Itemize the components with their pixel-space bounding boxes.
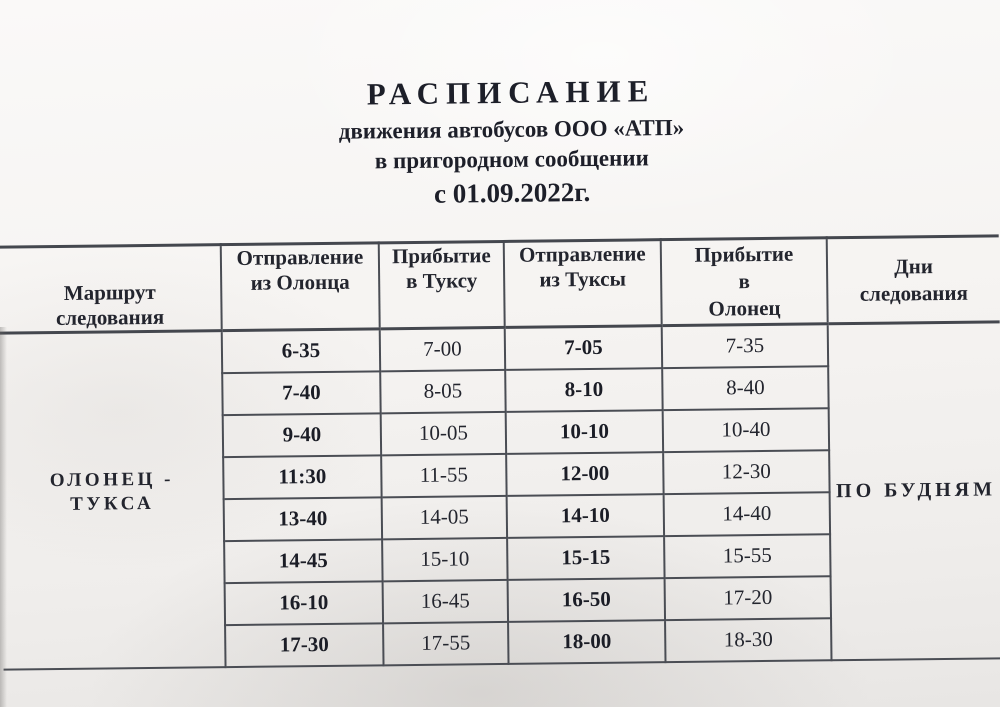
header-row [0, 236, 1000, 333]
time-cell: 14-40 [664, 492, 830, 536]
time-cell: 8-10 [505, 368, 662, 412]
time-cell: 14-45 [224, 539, 382, 583]
time-cell: 17-30 [225, 623, 383, 667]
time-cell: 8-05 [380, 369, 505, 412]
time-cell: 9-40 [223, 413, 381, 457]
schedule-table [0, 234, 1000, 670]
time-cell: 7-05 [505, 326, 662, 370]
time-cell: 10-40 [663, 408, 829, 452]
time-cell: 12-00 [506, 452, 663, 496]
schedule-subtitle-company: движения автобусов ООО «АТП» [338, 114, 685, 144]
time-cell: 7-35 [662, 324, 828, 368]
time-cell: 15-10 [382, 537, 507, 580]
time-cell: 6-35 [222, 329, 380, 373]
time-cell: 7-00 [380, 327, 505, 370]
time-cell: 16-10 [225, 581, 383, 625]
time-cell: 11-55 [381, 453, 506, 496]
header-depart-olonets: Отправление из Олонца [221, 243, 380, 331]
time-cell: 18-00 [508, 620, 665, 664]
time-cell: 15-15 [507, 536, 664, 580]
time-cell: 11:30 [223, 455, 381, 499]
header-depart-tuksa: Отправление из Туксы [504, 240, 662, 328]
header-arrive-olonets: Прибытие в Олонец [661, 238, 828, 326]
time-cell: 15-55 [664, 534, 830, 578]
time-cell: 10-10 [506, 410, 663, 454]
time-cell: 14-05 [382, 495, 507, 538]
time-cell: 14-10 [507, 494, 664, 538]
title-block [11, 70, 1000, 215]
time-cell: 16-45 [383, 579, 508, 622]
paper-edge-shadow [0, 327, 7, 707]
time-cell: 12-30 [663, 450, 829, 494]
header-route: Маршрут следования [0, 245, 222, 334]
time-cell: 17-55 [383, 621, 508, 664]
days-cell: ПО БУДНЯМ [828, 322, 1000, 660]
time-cell: 16-50 [508, 578, 665, 622]
header-days: Дни следования [827, 236, 1000, 324]
route-cell: ОЛОНЕЦ - ТУКСА [0, 331, 226, 669]
time-cell: 8-40 [662, 366, 828, 410]
schedule-subtitle-service: в пригородном сообщении [374, 145, 649, 174]
time-cell: 18-30 [665, 618, 831, 662]
time-cell: 7-40 [222, 371, 380, 415]
time-cell: 13-40 [224, 497, 382, 541]
time-cell: 17-20 [665, 576, 831, 620]
time-cell: 10-05 [381, 411, 506, 454]
schedule-effective-date: с 01.09.2022г. [433, 176, 591, 209]
header-arrive-tuksa: Прибытие в Туксу [379, 241, 505, 328]
schedule-title: РАСПИСАНИЕ [366, 73, 656, 112]
